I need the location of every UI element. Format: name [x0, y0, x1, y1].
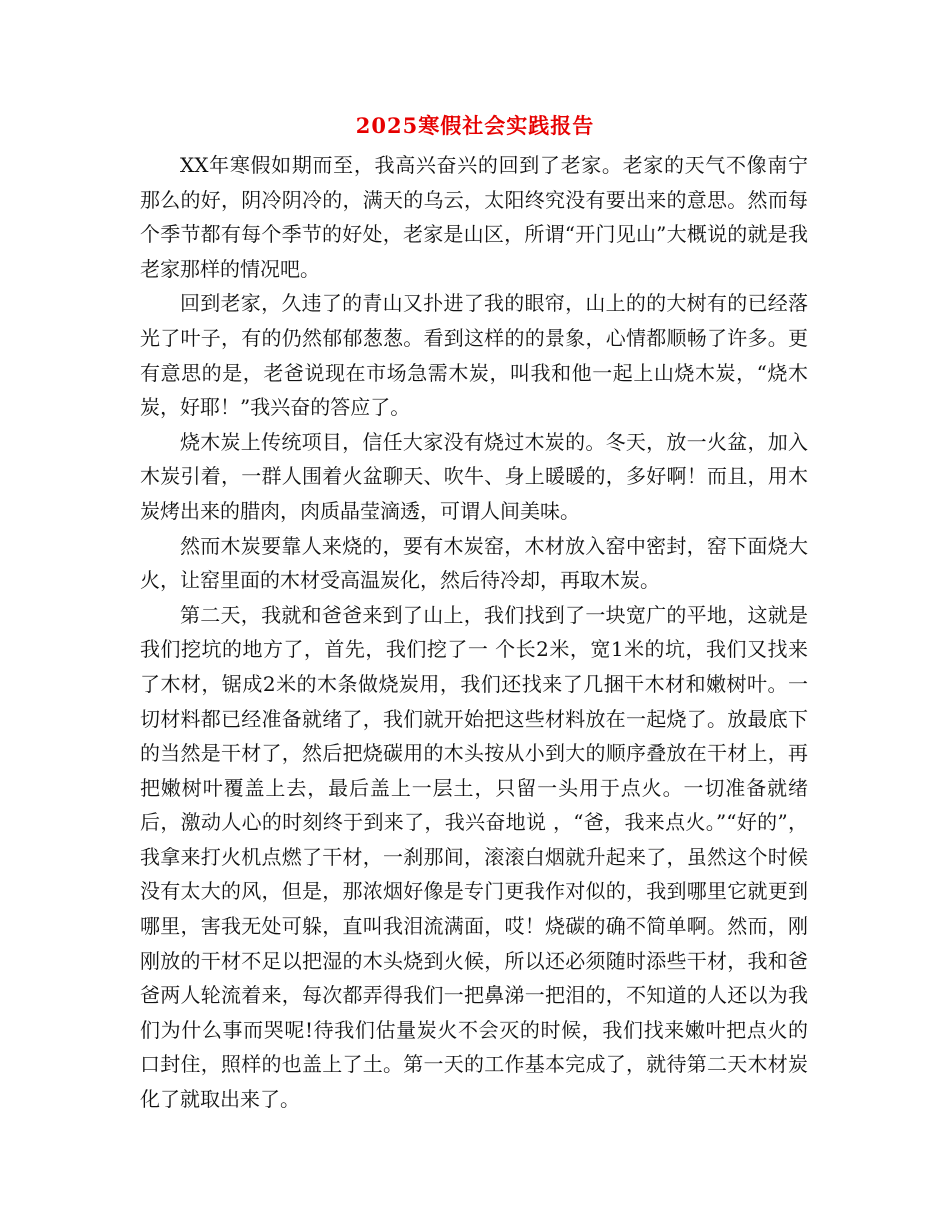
paragraph-3: 烧木炭上传统项目，信任大家没有烧过木炭的。冬天，放一火盆，加入木炭引着，一群人围着火盆聊天、吹牛、身上暖暖的，多好啊！而且，用木炭烤出来的腊肉，肉质晶莹滴透，可谓人间美味。 [140, 429, 808, 523]
document-title: 2025寒假社会实践报告 [355, 113, 595, 138]
paragraph-2: 回到老家，久违了的青山又扑进了我的眼帘，山上的的大树有的已经落光了叶子，有的仍然郁郁葱葱。看到这样的的景象，心情都顺畅了许多。更有意思的是，老爸说现在市场急需木炭，叫我和他一起上山烧木炭，“烧木炭，好耶！”我兴奋的答应了。 [140, 291, 808, 420]
paragraph-1: XX年寒假如期而至，我高兴奋兴的回到了老家。老家的天气不像南宁那么的好，阴冷阴冷的，满天的乌云，太阳终究没有要出来的意思。然而每个季节都有每个季节的好处，老家是山区，所谓“开门见山”大概说的就是我老家那样的情况吧。 [140, 153, 808, 281]
document-body [140, 148, 808, 1117]
paragraph-5: 第二天，我就和爸爸来到了山上，我们找到了一块宽广的平地，这就是我们挖坑的地方了，首先，我们挖了一 个长2米，宽1米的坑，我们又找来了木材，锯成2米的木条做烧炭用，我们还找来了几捆干木材和嫩树叶。一切材料都已经准备就绪了，我们就开始把这些材料放在一起烧了。放最底下的当然是干材了，然后把烧碳用的木头按从小到大的顺序叠放在干材上，再把嫩树叶覆盖上去，最后盖上一层土，只留一头用于点火。一切准备就绪后，激动人心的时刻终于到来了，我兴奋地说 ，“爸，我来点火。”“好的”，我拿来打火机点燃了干材，一刹那间，滚滚白烟就升起来了，虽然这个时候没有太大的风，但是，那浓烟好像是专门更我作对似的，我到哪里它就更到哪里，害我无处可躲，直叫我泪流满面，哎！烧碳的确不简单啊。然而，刚刚放的干材不足以把湿的木头烧到火候，所以还必须随时添些干材，我和爸爸两人轮流着来，每次都弄得我们一把鼻涕一把泪的，不知道的人还以为我们为什么事而哭呢!待我们估量炭火不会灭的时候，我们找来嫩叶把点火的口封住，照样的也盖上了土。第一天的工作基本完成了，就待第二天木材炭化了就取出来了。 [140, 602, 808, 1112]
paragraph-4: 然而木炭要靠人来烧的，要有木炭窑，木材放入窑中密封，窑下面烧大火，让窑里面的木材受高温炭化，然后待冷却，再取木炭。 [140, 533, 808, 593]
